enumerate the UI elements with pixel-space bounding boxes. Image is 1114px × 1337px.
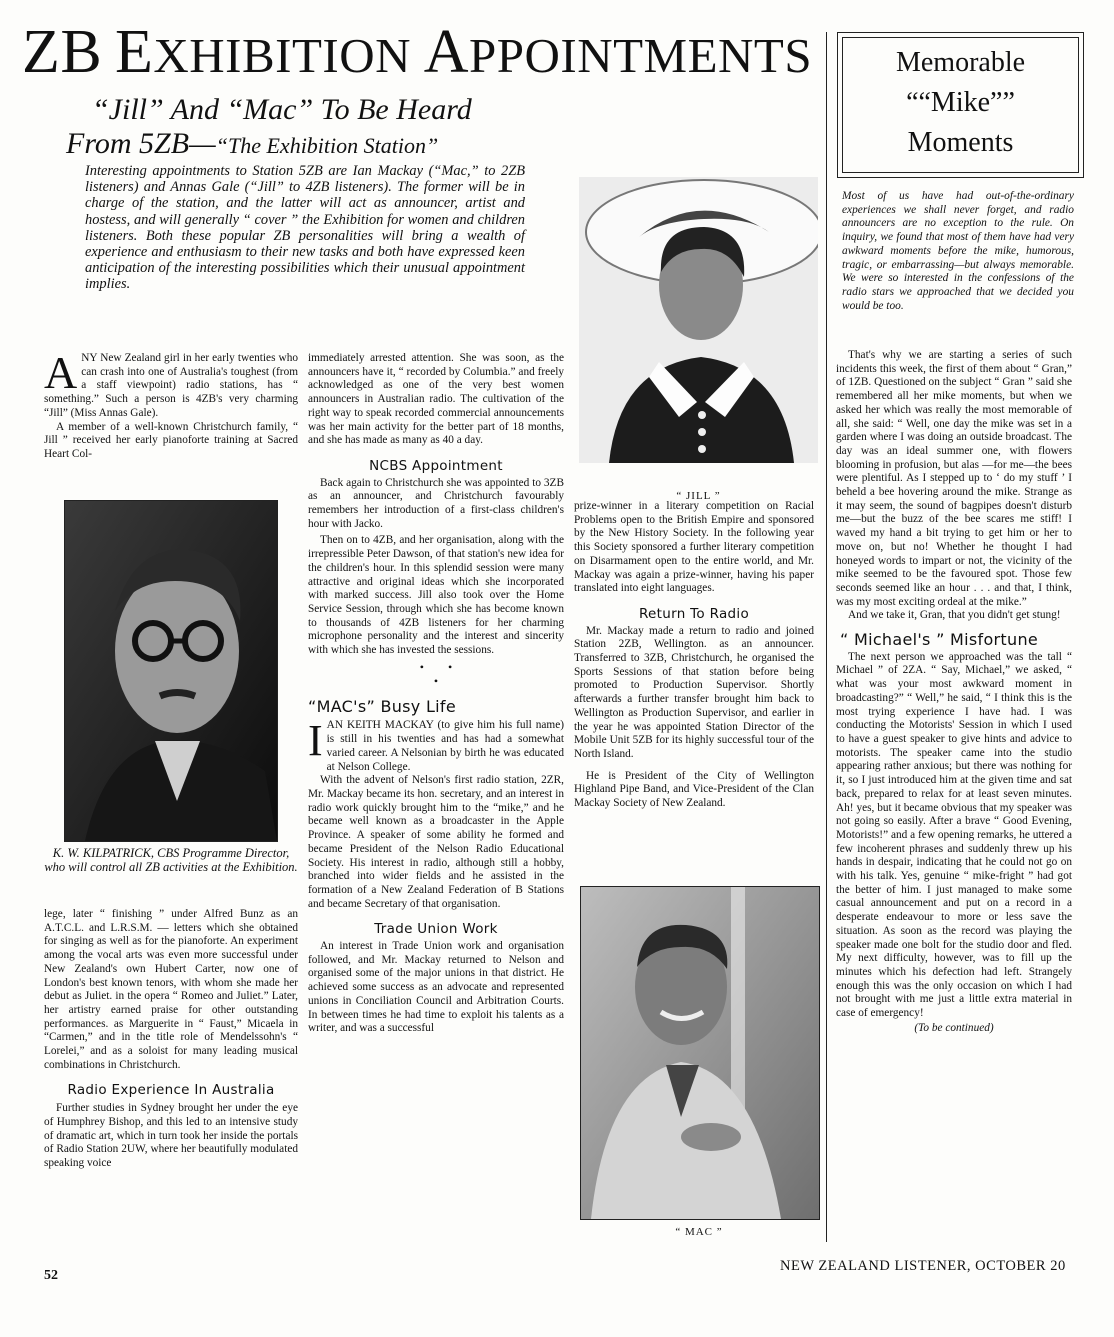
portrait-woman-icon: [579, 177, 818, 463]
column-rule: [826, 32, 827, 1242]
dropcap-a: A: [44, 347, 78, 398]
box-title-line-1: Memorable: [895, 47, 1026, 78]
col1-paragraph-2: A member of a well-known Christchurch family, “ Jill ” received her early pianoforte training at Sacred Heart Col-: [44, 420, 298, 460]
col2-paragraph-1: immediately arrested attention. She was soon, as the announcers have it, “ recorded by Columbia.” and freely acknowledged as one of the very best women announcers in Australian radio. The cultivation of the right way to speak recorded commercial announcements was her main activity for the better part of 18 months, and she has made as many as 40 a day.: [308, 352, 564, 447]
kilpatrick-caption: K. W. KILPATRICK, CBS Programme Director, who will control all ZB activities at the Exhibition.: [44, 846, 298, 874]
heading-mac-busy-life: “MAC's” Busy Life: [308, 696, 456, 716]
intro-paragraph: Interesting appointments to Station 5ZB are Ian Mackay (“Mac,” to 2ZB listeners) and Annas Gale (“Jill” to 4ZB listeners). The former will be in charge of the station, and the latter will act as announcer, artist and hostess, and will generally “ cover ” the Exhibition for women and children listeners. Both these popular ZB personalities will bring a wealth of experience and enthusiasm to their new tasks and both have expressed keen anticipation of the interesting possibilities which their unusual appointment implies.: [85, 163, 525, 293]
headline-letter: A: [423, 18, 470, 86]
heading-radio-experience: Radio Experience In Australia: [67, 1082, 275, 1099]
col1-paragraph-1: NY New Zealand girl in her early twenties who can crash into one of Australia's toughest (from a staff viewpoint) radio stations, has “ something.” Such a person is 4ZB's very charming “Jill” (Miss Annas Gale).: [44, 352, 298, 419]
side-intro: Most of us have had out-of-the-ordinary experiences we shall never forget, and radio announcers are no exception to the rule. On inquiry, we found that most of them have had very awkward moments before the mike, humorous, tragic, or embarrassing—but always memorable. We were so interested in the confessions of the radio stars we approached that we decided you would be too.: [842, 190, 1074, 312]
heading-ncbs: NCBS Appointment: [369, 457, 503, 474]
kilpatrick-photo: [64, 500, 278, 842]
separator-dots: • • •: [419, 659, 453, 688]
col4-paragraph-2: And we take it, Gran, that you didn't get stung!: [848, 609, 1061, 622]
memorable-mike-moments-box: [837, 32, 1084, 178]
col3-paragraph-3: He is President of the City of Wellington Highland Pipe Band, and Vice-President of the Clan Mackay Society of New Zealand.: [574, 769, 814, 810]
column-4: [836, 349, 1072, 1035]
col2-paragraph-5: With the advent of Nelson's first radio station, 2ZR, Mr. Mackay became its hon. secretary, and an interest in radio work quickly brought him to the “mike,” and he became well known as a broadcaster in the Apple Province. A speaker of some ability he formed and became President of the Nelson Radio Educational Society. His interest in radio, although still a hobby, branched into wider fields and he assisted in the formation of a New Zealand Federation of B Stations and became Secretary of that organisation.: [308, 774, 564, 910]
headline-letter: E: [114, 18, 154, 86]
page-number: 52: [44, 1268, 58, 1283]
subtitle-tail: “The Exhibition Station”: [215, 133, 439, 158]
col2-paragraph-4: AN KEITH MACKAY (to give him his full name) is still in his twenties and has had a somewhat varied career. A Nelsonian by birth he was educated at Nelson College.: [326, 719, 564, 773]
headline-letter: Z: [22, 18, 61, 86]
headline-word: XHIBITION: [153, 28, 411, 83]
column-2: [308, 352, 564, 1036]
column-1-top: [44, 347, 298, 462]
col4-paragraph-3: The next person we approached was the tall “ Michael ” of 2ZA. “ Say, Michael,” we asked, “ what was your most awkward moment in broadcasting?” “ Well,” he said, “ I think this is the most trying experience I have had. I was conducting the Motorists' Session in which I used to have a guest speaker to give hints and advice to motorists. The speaker came into the studio appearing rather anxious; but there was nothing for it, so I just introduced him at the given time and sat back, prepared to relax for at least seven minutes. Ah! yes, but it became obvious that my speaker was not going so easily. After a brave “ Good Evening, Motorists!” and a few opening remarks, he uttered a few incoherent phrases and suddenly threw up his hands in despair, indicating that he could not go on with his talk. Yes, genuine “ mike-fright ” had got the better of him. I just managed to make some casual announcement and put on a record in a desperate endeavour to more or less save the situation. As soon as the record was playing the speaker made one bolt for the studio door and fled. My next difficulty, however, was to fill up the minutes which his defection had left. Strangely enough this was the only occasion on which I had not brought with me just a little extra material in case of emergency!: [836, 650, 1072, 1020]
col1-paragraph-3: lege, later “ finishing ” under Alfred Bunz as an A.T.C.L. and L.R.S.M. — letters which she obtained for singing as well as for the pianoforte. An experiment among the vocal arts was even more successful under New Zealand's own Hubert Carter, now one of London's best known tenors, with whom she made her debut as Juliet. in the opera “ Romeo and Juliet.” Later, her artistry earned praise for other outstanding performances. as Marguerite in “ Faust,” Micaela in “Carmen,” and in the title role of Mendelssohn's “ Lorelei,” and as a soloist for many leading musical combinations in Christchurch.: [44, 908, 298, 1071]
portrait-man-icon: [65, 501, 277, 841]
heading-trade-union: Trade Union Work: [374, 921, 498, 938]
publication-line: NEW ZEALAND LISTENER, OCTOBER 20: [780, 1258, 1066, 1274]
col1-paragraph-4: Further studies in Sydney brought her under the eye of Humphrey Bishop, and this led to an intensive study of dramatic art, which in turn took her inside the portals of Radio Station 2UW, where her beautifully modulated speaking voice: [44, 1102, 298, 1169]
col2-paragraph-6: An interest in Trade Union work and organisation followed, and Mr. Mackay returned to Nelson and organised some of the major unions in that district. He achieved some success as an advocate and represented unions in Conciliation Council and Arbitration Courts. In between times he had time to exploit his talents as a writer, and was a successful: [308, 940, 564, 1035]
headline-word: PPOINTMENTS: [469, 28, 813, 83]
mac-caption: “ MAC ”: [675, 1226, 723, 1238]
heading-return-to-radio: Return To Radio: [638, 605, 750, 622]
col4-paragraph-1: That's why we are starting a series of such incidents this week, the first of them about “ Gran,” of 1ZB. Questioned on the subject “ Gran ” said she remembered all her mike moments, but when we asked her which was really the most memorable of all, she said: “ Well, one day the mike was set in a garden where I was doing an outside broadcast. The day was an ideal summer one, with flowers blooming in profusion, but alas —for me—the bees were plentiful. As I stepped up to ‘ do my stuff ’ I beheld a bee hovering around the mike. Strange as it may seem, the sound of bagpipes doesn't disturb me—but the buzz of the bee scares me stiff! I waved my hand a bit trying to get him or her to move on, but no! Whether he thought I had honeyed words to impart or not, the vicinity of the mike seemed to be the favoured spot. Those few seconds seemed like an hour . . . and that, I think, was my most exciting ordeal at the mike.”: [836, 349, 1072, 608]
jill-caption: “ JILL ”: [676, 490, 721, 502]
portrait-man-smiling-icon: [581, 887, 819, 1219]
col3-paragraph-1: prize-winner in a literary competition on Racial Problems open to the British Empire and sponsored by the New History Society. In the following year this Society sponsored a further literary competition on Disarmament open to the entire world, and Mr. Mackay was again a prize-winner, having his paper translated into eight languages.: [574, 500, 814, 595]
column-1-bottom: [44, 908, 298, 1171]
subtitle-line-1: “Jill” And “Mac” To Be Heard: [92, 93, 472, 126]
col3-paragraph-2: Mr. Mackay made a return to radio and joined Station 2ZB, Wellington. as an announcer. Transferred to 3ZB, Christchurch, he organised the Sports Sessions of that station before being promoted to Production Supervisor. Shortly afterwards a further transfer brought him back to Wellington as Production Supervisor, and earlier in the year he was appointed Station Director of the Mobile Unit 5ZB for its highly successful tour of the North Island.: [574, 624, 814, 760]
mac-photo: [580, 886, 820, 1220]
headline-letter: B: [60, 18, 103, 86]
subtitle-line-2: [66, 126, 438, 163]
jill-photo: [579, 177, 818, 463]
box-title-line-2: ““Mike””: [906, 87, 1015, 118]
col2-paragraph-3: Then on to 4ZB, and her organisation, along with the irrepressible Peter Dawson, of that station's new idea for the children's hour. In this splendid session were many attractive and original ideas which she incorporated with marked success. Jill also took over the Home Service Session, through which she has become known to thousands of 4ZB listeners for her charming microphone personality and the interest and sincerity with which she has invested the sessions.: [308, 534, 564, 657]
column-3: [574, 500, 814, 811]
headline: [22, 18, 822, 86]
subtitle-main: From 5ZB—: [66, 127, 216, 160]
to-be-continued: (To be continued): [914, 1021, 994, 1034]
heading-michaels-misfortune: “ Michael's ” Misfortune: [840, 630, 1039, 650]
dropcap-i: I: [308, 716, 323, 766]
col2-paragraph-2: Back again to Christchurch she was appointed to 3ZB as an announcer, and Christchurch favourably remembers her introduction of a first-class children's hour with Jacko.: [308, 476, 564, 530]
box-title-line-3: Moments: [907, 127, 1014, 158]
